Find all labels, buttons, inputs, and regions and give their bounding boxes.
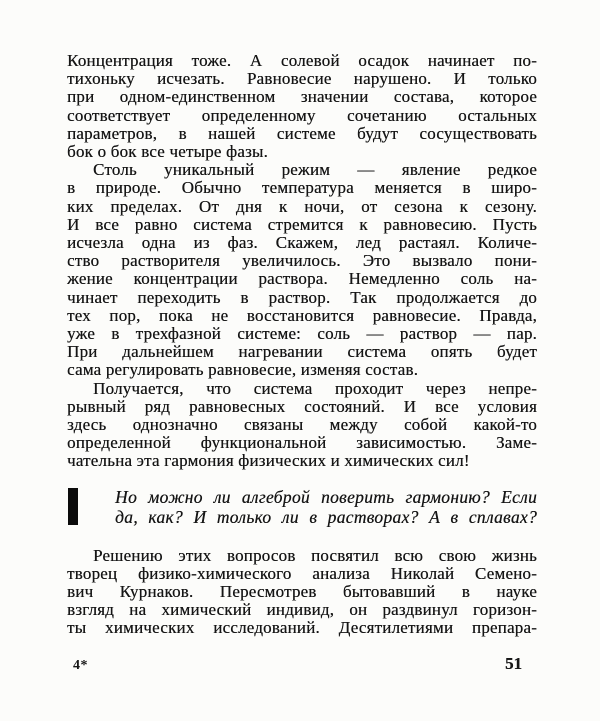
text-line: тех пор, пока не восстановится равновесие. Правда, [67,305,537,325]
text-line: чательна эта гармония физических и химических сил! [67,451,470,471]
paragraph [67,380,537,471]
text-line: Столь уникальный режим — явление редкое [93,160,537,180]
text-line: при одном-единственном значении состава, которое [67,87,537,107]
text-line: соответствует определенному сочетанию остальных [67,105,537,125]
signature-mark: 4* [73,657,88,673]
text-line: При дальнейшем нагревании система опять будет [67,342,537,362]
text-line: взгляд на химический индивид, он раздвинул горизон- [67,600,537,620]
text-line: жение концентрации раствора. Немедленно соль на- [67,269,537,289]
text-line: ство растворителя увеличилось. Это вызвало пони- [67,251,537,271]
text-line: И все равно система стремится к равновесию. Пусть [67,214,537,234]
paragraph [67,547,537,638]
text-line: параметров, в нашей системе будут сосуществовать [67,123,537,143]
paragraph [67,161,537,379]
text-line: ких пределах. От дня к ночи, от сезона к сезону. [67,196,537,216]
paragraph [67,52,537,161]
text-line: Концентрация тоже. А солевой осадок начинает по- [67,51,537,70]
text-column [67,52,537,674]
text-line: определенной функциональной зависимостью. Заме- [67,433,537,453]
text-line: бок о бок все четыре фазы. [67,142,268,162]
quote-line: Но можно ли алгеброй поверить гармонию? Если [115,486,537,507]
text-line: сама регулировать равновесие, изменяя состав. [67,360,419,380]
quote-block [67,487,537,527]
page-footer [67,654,537,674]
text-line: уже в трехфазной системе: соль — раствор — пар. [67,324,537,344]
page-number: 51 [505,653,522,673]
text-line: чинает переходить в раствор. Так продолжается до [67,287,537,307]
text-line: тихоньку исчезать. Равновесие нарушено. И только [67,69,537,89]
text-line: в природе. Обычно температура меняется в широ- [67,178,537,198]
text-line: ты химических исследований. Десятилетиями препара- [67,618,537,638]
text-line: рывный ряд равновесных состояний. И все условия [67,396,537,416]
text-line: исчезла одна из фаз. Скажем, лед растаял. Количе- [67,233,537,253]
text-line: вич Курнаков. Пересмотрев бытовавший в науке [67,582,537,602]
text-line: Решению этих вопросов посвятил всю свою жизнь [93,545,537,565]
quote-bar [68,488,78,525]
text-line: Получается, что система проходит через непре- [93,378,537,398]
text-line: здесь однозначно связаны между собой какой-то [67,415,537,435]
text-line: творец физико-химического анализа Николай Семено- [67,563,537,583]
quote-line: да, как? И только ли в растворах? А в сплавах? [115,506,537,527]
